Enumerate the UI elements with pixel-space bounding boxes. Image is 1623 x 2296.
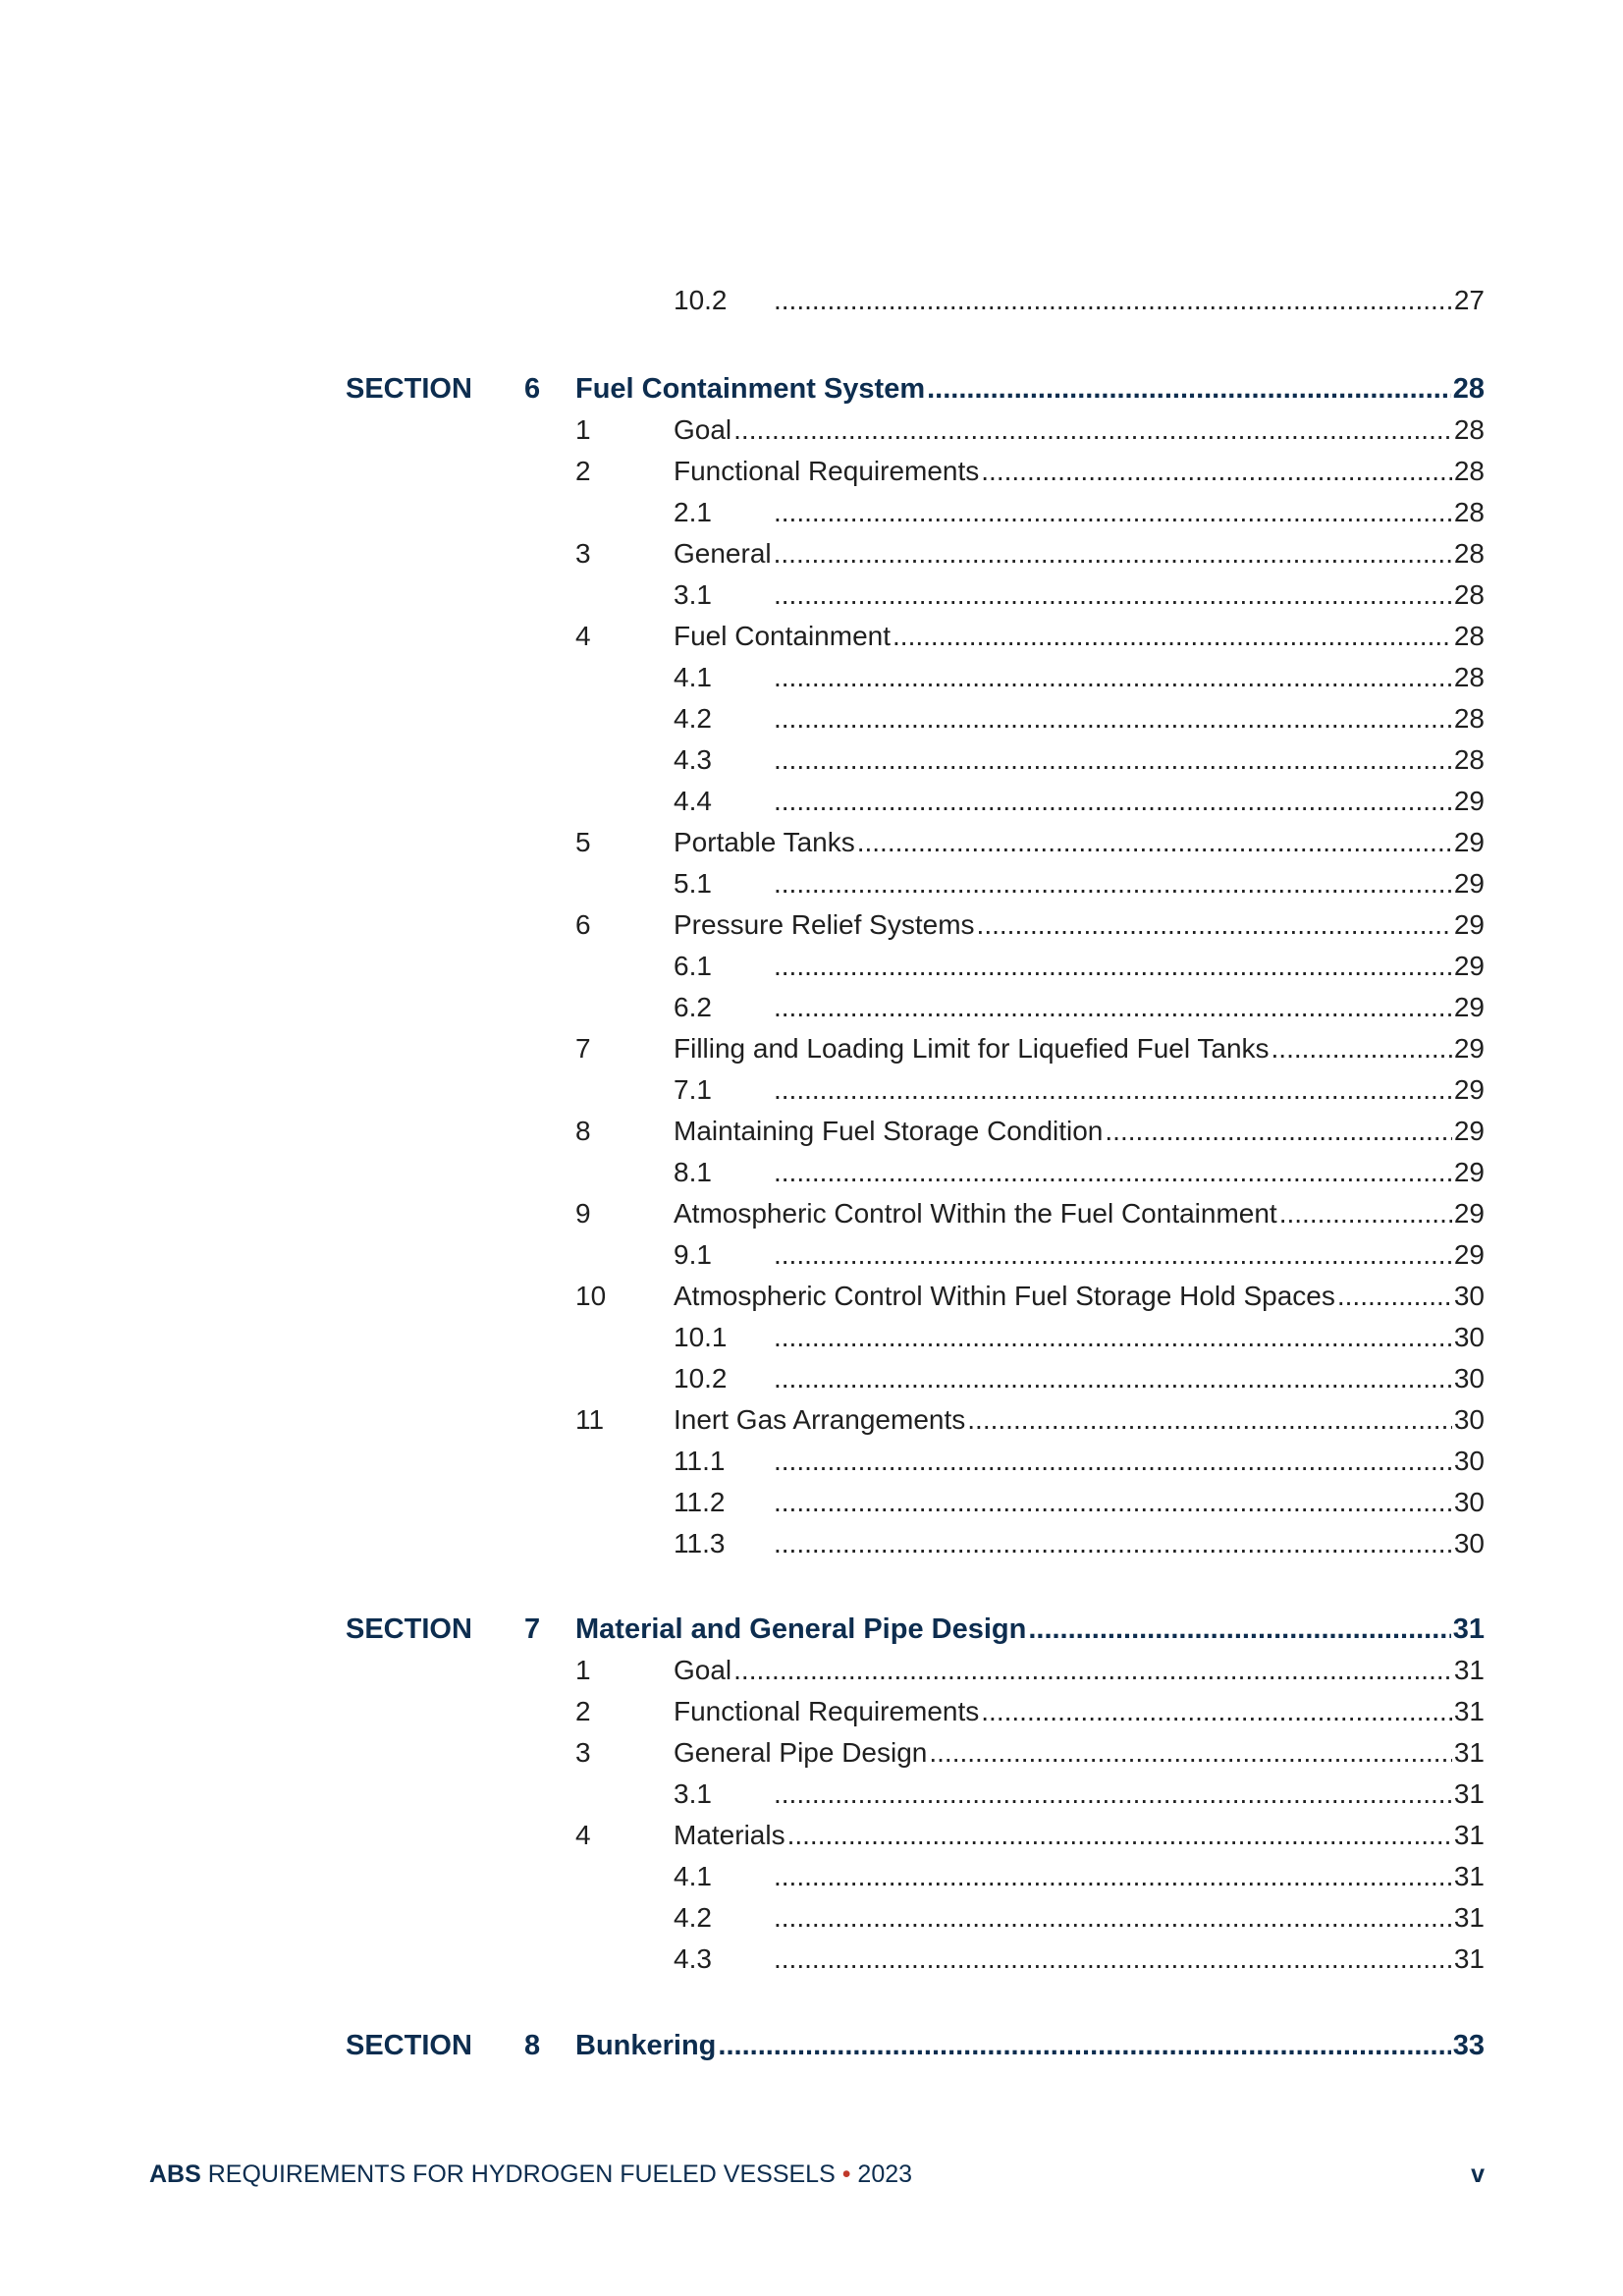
entry-link-title: Filling and Loading Limit for Liquefied Fuel Tanks: [674, 1033, 1270, 1064]
section-label: SECTION: [346, 373, 472, 405]
section-link-title: Bunkering: [575, 2030, 717, 2061]
subentry-number: 3.1: [674, 1778, 712, 1809]
subentry-link[interactable]: [772, 1485, 1485, 1520]
subentry-link[interactable]: [772, 701, 1485, 737]
subentry-link-page: 28: [1453, 662, 1485, 692]
toc-entry: [0, 1777, 1623, 1812]
entry-link-title: Functional Requirements: [674, 1696, 980, 1726]
entry-link-title: Goal: [674, 414, 732, 445]
subentry-number: 6.2: [674, 992, 712, 1022]
entry-link[interactable]: [674, 825, 1485, 860]
section-number: 8: [524, 2030, 541, 2061]
subentry-link-page: 30: [1453, 1363, 1485, 1394]
dot-leader: [774, 495, 1452, 530]
section-number: 7: [524, 1613, 541, 1645]
toc-entry: [0, 495, 1623, 530]
dot-leader: [774, 660, 1452, 695]
subentry-link[interactable]: [772, 1155, 1485, 1190]
dot-leader: [893, 619, 1452, 654]
toc-entry: [0, 1941, 1623, 1977]
entry-link-title: Materials: [674, 1820, 785, 1850]
toc-entry: [0, 866, 1623, 902]
entry-number: 7: [575, 1033, 591, 1064]
entry-link[interactable]: [674, 1196, 1485, 1231]
subentry-link[interactable]: [772, 283, 1485, 318]
subentry-link[interactable]: [772, 990, 1485, 1025]
subentry-link-page: 30: [1453, 1487, 1485, 1517]
dot-leader: [857, 825, 1452, 860]
subentry-link-page: 29: [1453, 1074, 1485, 1105]
entry-number: 6: [575, 909, 591, 940]
dot-leader: [774, 1941, 1452, 1977]
dot-leader: [774, 283, 1452, 318]
dot-leader: [774, 1361, 1452, 1396]
subentry-number: 11.3: [674, 1528, 726, 1558]
entry-link-title: Goal: [674, 1655, 732, 1685]
entry-link[interactable]: [674, 1114, 1485, 1149]
toc-entry: [0, 742, 1623, 778]
entry-link-page: 28: [1453, 414, 1485, 445]
section-link-page: 33: [1452, 2030, 1485, 2061]
section-link-page: 28: [1452, 373, 1485, 405]
subentry-link-page: 30: [1453, 1322, 1485, 1352]
entry-link[interactable]: [674, 412, 1485, 448]
entry-number: 3: [575, 538, 591, 569]
subentry-number: 4.2: [674, 703, 712, 734]
entry-link-title: Functional Requirements: [674, 456, 980, 486]
dot-leader: [981, 1694, 1452, 1729]
toc-entry: [0, 1485, 1623, 1520]
toc-entry: [0, 825, 1623, 860]
dot-leader: [1028, 1612, 1450, 1647]
subentry-link-page: 28: [1453, 744, 1485, 775]
subentry-number: 4.3: [674, 1943, 712, 1974]
dot-leader: [774, 784, 1452, 819]
dot-leader: [774, 990, 1452, 1025]
toc-entry: [0, 619, 1623, 654]
subentry-link-page: 29: [1453, 1239, 1485, 1270]
dot-leader: [774, 1485, 1452, 1520]
entry-link[interactable]: [674, 1818, 1485, 1853]
dot-leader: [774, 1777, 1452, 1812]
entry-number: 4: [575, 621, 591, 651]
entry-link[interactable]: [674, 536, 1485, 572]
toc-entry: [0, 454, 1623, 489]
entry-link-page: 30: [1453, 1404, 1485, 1435]
subentry-link-page: 31: [1453, 1778, 1485, 1809]
entry-link-page: 30: [1453, 1281, 1485, 1311]
subentry-number: 4.2: [674, 1902, 712, 1933]
subentry-link[interactable]: [772, 1777, 1485, 1812]
subentry-link[interactable]: [772, 660, 1485, 695]
subentry-link-page: 31: [1453, 1902, 1485, 1933]
entry-link[interactable]: [674, 1735, 1485, 1771]
subentry-link-page: 31: [1453, 1861, 1485, 1891]
footer-brand: ABS: [149, 2160, 201, 2188]
subentry-link[interactable]: [772, 1072, 1485, 1108]
entry-number: 2: [575, 456, 591, 486]
section-label: SECTION: [346, 2030, 472, 2061]
dot-leader: [774, 1320, 1452, 1355]
dot-leader: [967, 1402, 1452, 1438]
toc-entry: [0, 990, 1623, 1025]
toc-entry: [0, 1653, 1623, 1688]
dot-leader: [981, 454, 1452, 489]
toc-entry: [0, 536, 1623, 572]
entry-link-page: 31: [1453, 1820, 1485, 1850]
toc-entry: [0, 1735, 1623, 1771]
toc-entry: [0, 1444, 1623, 1479]
toc-entry: [0, 1361, 1623, 1396]
subentry-link-page: 28: [1453, 579, 1485, 610]
subentry-link-page: 27: [1453, 285, 1485, 315]
section-heading-8: [0, 2028, 1623, 2063]
entry-link-title: Fuel Containment: [674, 621, 892, 651]
entry-link[interactable]: [674, 1653, 1485, 1688]
toc-entry: [0, 1237, 1623, 1273]
subentry-number: 10.1: [674, 1322, 728, 1352]
subentry-link-page: 28: [1453, 497, 1485, 527]
subentry-link[interactable]: [772, 577, 1485, 613]
subentry-number: 9.1: [674, 1239, 712, 1270]
dot-leader: [774, 1237, 1452, 1273]
toc-entry: [0, 1196, 1623, 1231]
toc-entry: [0, 577, 1623, 613]
toc-entry: [0, 1114, 1623, 1149]
dot-leader: [774, 1155, 1452, 1190]
subentry-link-page: 30: [1453, 1446, 1485, 1476]
entry-link[interactable]: [674, 1279, 1485, 1314]
toc-entry: [0, 1402, 1623, 1438]
subentry-number: 4.4: [674, 786, 712, 816]
toc-entry: [0, 283, 1623, 318]
subentry-link[interactable]: [772, 1526, 1485, 1561]
subentry-link[interactable]: [772, 784, 1485, 819]
dot-leader: [733, 412, 1452, 448]
dot-leader: [977, 907, 1452, 943]
page-footer: [149, 2157, 1485, 2192]
section-heading-7: [0, 1612, 1623, 1647]
entry-link[interactable]: [674, 454, 1485, 489]
dot-leader: [774, 949, 1452, 984]
subentry-number: 4.1: [674, 1861, 712, 1891]
subentry-number: 10.2: [674, 285, 728, 315]
entry-number: 1: [575, 1655, 591, 1685]
entry-link-page: 29: [1453, 909, 1485, 940]
subentry-link[interactable]: [772, 1361, 1485, 1396]
entry-link-title: Atmospheric Control Within Fuel Storage Hold Spaces: [674, 1281, 1335, 1311]
toc-entry: [0, 1031, 1623, 1066]
section-link[interactable]: [575, 371, 1485, 407]
footer-bullet: •: [841, 2160, 851, 2188]
entry-link[interactable]: [674, 1694, 1485, 1729]
dot-leader: [774, 866, 1452, 902]
dot-leader: [774, 1444, 1452, 1479]
entry-link[interactable]: [674, 1402, 1485, 1438]
dot-leader: [1271, 1031, 1452, 1066]
toc-entry: [0, 1072, 1623, 1108]
entry-number: 3: [575, 1737, 591, 1768]
toc-entry: [0, 1526, 1623, 1561]
toc-entry: [0, 1279, 1623, 1314]
subentry-number: 10.2: [674, 1363, 728, 1394]
section-number: 6: [524, 373, 541, 405]
dot-leader: [774, 1072, 1452, 1108]
section-link-title: Fuel Containment System: [575, 373, 926, 405]
subentry-link[interactable]: [772, 949, 1485, 984]
toc-entry: [0, 1155, 1623, 1190]
subentry-link-page: 31: [1453, 1943, 1485, 1974]
entry-link-title: Portable Tanks: [674, 827, 855, 857]
entry-link[interactable]: [674, 907, 1485, 943]
entry-link-page: 29: [1453, 1116, 1485, 1146]
subentry-number: 2.1: [674, 497, 712, 527]
entry-number: 11: [575, 1404, 605, 1435]
subentry-link[interactable]: [772, 1941, 1485, 1977]
entry-number: 2: [575, 1696, 591, 1726]
toc-entry: [0, 1859, 1623, 1894]
subentry-link[interactable]: [772, 1237, 1485, 1273]
dot-leader: [1337, 1279, 1452, 1314]
entry-number: 4: [575, 1820, 591, 1850]
toc-entry: [0, 412, 1623, 448]
toc-entry: [0, 1320, 1623, 1355]
entry-link-page: 29: [1453, 827, 1485, 857]
dot-leader: [929, 1735, 1451, 1771]
section-link[interactable]: [575, 2028, 1485, 2063]
dot-leader: [774, 1526, 1452, 1561]
subentry-link[interactable]: [772, 1444, 1485, 1479]
subentry-link[interactable]: [772, 866, 1485, 902]
subentry-link[interactable]: [772, 495, 1485, 530]
entry-link[interactable]: [674, 619, 1485, 654]
subentry-number: 8.1: [674, 1157, 712, 1187]
toc-entry: [0, 1818, 1623, 1853]
toc-entry: [0, 907, 1623, 943]
footer-page-number: v: [1471, 2160, 1485, 2188]
entry-link-page: 31: [1453, 1696, 1485, 1726]
section-link[interactable]: [575, 1612, 1485, 1647]
subentry-number: 11.1: [674, 1446, 726, 1476]
footer-year: 2023: [850, 2160, 913, 2188]
section-link-title: Material and General Pipe Design: [575, 1613, 1027, 1645]
dot-leader: [774, 742, 1452, 778]
toc-entry: [0, 784, 1623, 819]
dot-leader: [774, 536, 1452, 572]
dot-leader: [774, 1859, 1452, 1894]
toc-entry: [0, 1694, 1623, 1729]
entry-link-title: Atmospheric Control Within the Fuel Containment: [674, 1198, 1277, 1229]
subentry-link[interactable]: [772, 1859, 1485, 1894]
entry-link-title: Maintaining Fuel Storage Condition: [674, 1116, 1104, 1146]
toc-entry: [0, 1900, 1623, 1936]
dot-leader: [927, 371, 1451, 407]
section-label: SECTION: [346, 1613, 472, 1645]
subentry-number: 7.1: [674, 1074, 712, 1105]
subentry-number: 5.1: [674, 868, 712, 899]
dot-leader: [733, 1653, 1452, 1688]
entry-link-page: 29: [1453, 1198, 1485, 1229]
dot-leader: [774, 1900, 1452, 1936]
entry-link-title: Pressure Relief Systems: [674, 909, 975, 940]
toc-entry: [0, 701, 1623, 737]
subentry-link[interactable]: [772, 1900, 1485, 1936]
dot-leader: [1279, 1196, 1452, 1231]
subentry-link-page: 29: [1453, 992, 1485, 1022]
subentry-link-page: 29: [1453, 1157, 1485, 1187]
entry-link-page: 29: [1453, 1033, 1485, 1064]
entry-link-page: 31: [1453, 1737, 1485, 1768]
entry-number: 8: [575, 1116, 591, 1146]
dot-leader: [1105, 1114, 1451, 1149]
dot-leader: [718, 2028, 1450, 2063]
subentry-link-page: 30: [1453, 1528, 1485, 1558]
entry-link-title: General: [674, 538, 772, 569]
entry-link-title: Inert Gas Arrangements: [674, 1404, 966, 1435]
subentry-link-page: 29: [1453, 951, 1485, 981]
subentry-number: 4.3: [674, 744, 712, 775]
subentry-link[interactable]: [772, 742, 1485, 778]
entry-link-title: General Pipe Design: [674, 1737, 928, 1768]
entry-number: 1: [575, 414, 591, 445]
footer-title: REQUIREMENTS FOR HYDROGEN FUELED VESSELS: [200, 2160, 842, 2188]
dot-leader: [787, 1818, 1452, 1853]
subentry-link[interactable]: [772, 1320, 1485, 1355]
subentry-number: 4.1: [674, 662, 712, 692]
toc-entry: [0, 949, 1623, 984]
dot-leader: [774, 577, 1452, 613]
entry-link-page: 28: [1453, 621, 1485, 651]
entry-link-page: 28: [1453, 456, 1485, 486]
subentry-number: 11.2: [674, 1487, 726, 1517]
subentry-number: 3.1: [674, 579, 712, 610]
entry-link-page: 28: [1453, 538, 1485, 569]
subentry-number: 6.1: [674, 951, 712, 981]
entry-number: 5: [575, 827, 591, 857]
section-heading-6: [0, 371, 1623, 407]
entry-number: 9: [575, 1198, 591, 1229]
dot-leader: [774, 701, 1452, 737]
subentry-link-page: 29: [1453, 868, 1485, 899]
subentry-link-page: 29: [1453, 786, 1485, 816]
section-link-page: 31: [1452, 1613, 1485, 1645]
toc-entry: [0, 660, 1623, 695]
subentry-link-page: 28: [1453, 703, 1485, 734]
entry-link[interactable]: [674, 1031, 1485, 1066]
entry-number: 10: [575, 1281, 607, 1311]
entry-link-page: 31: [1453, 1655, 1485, 1685]
